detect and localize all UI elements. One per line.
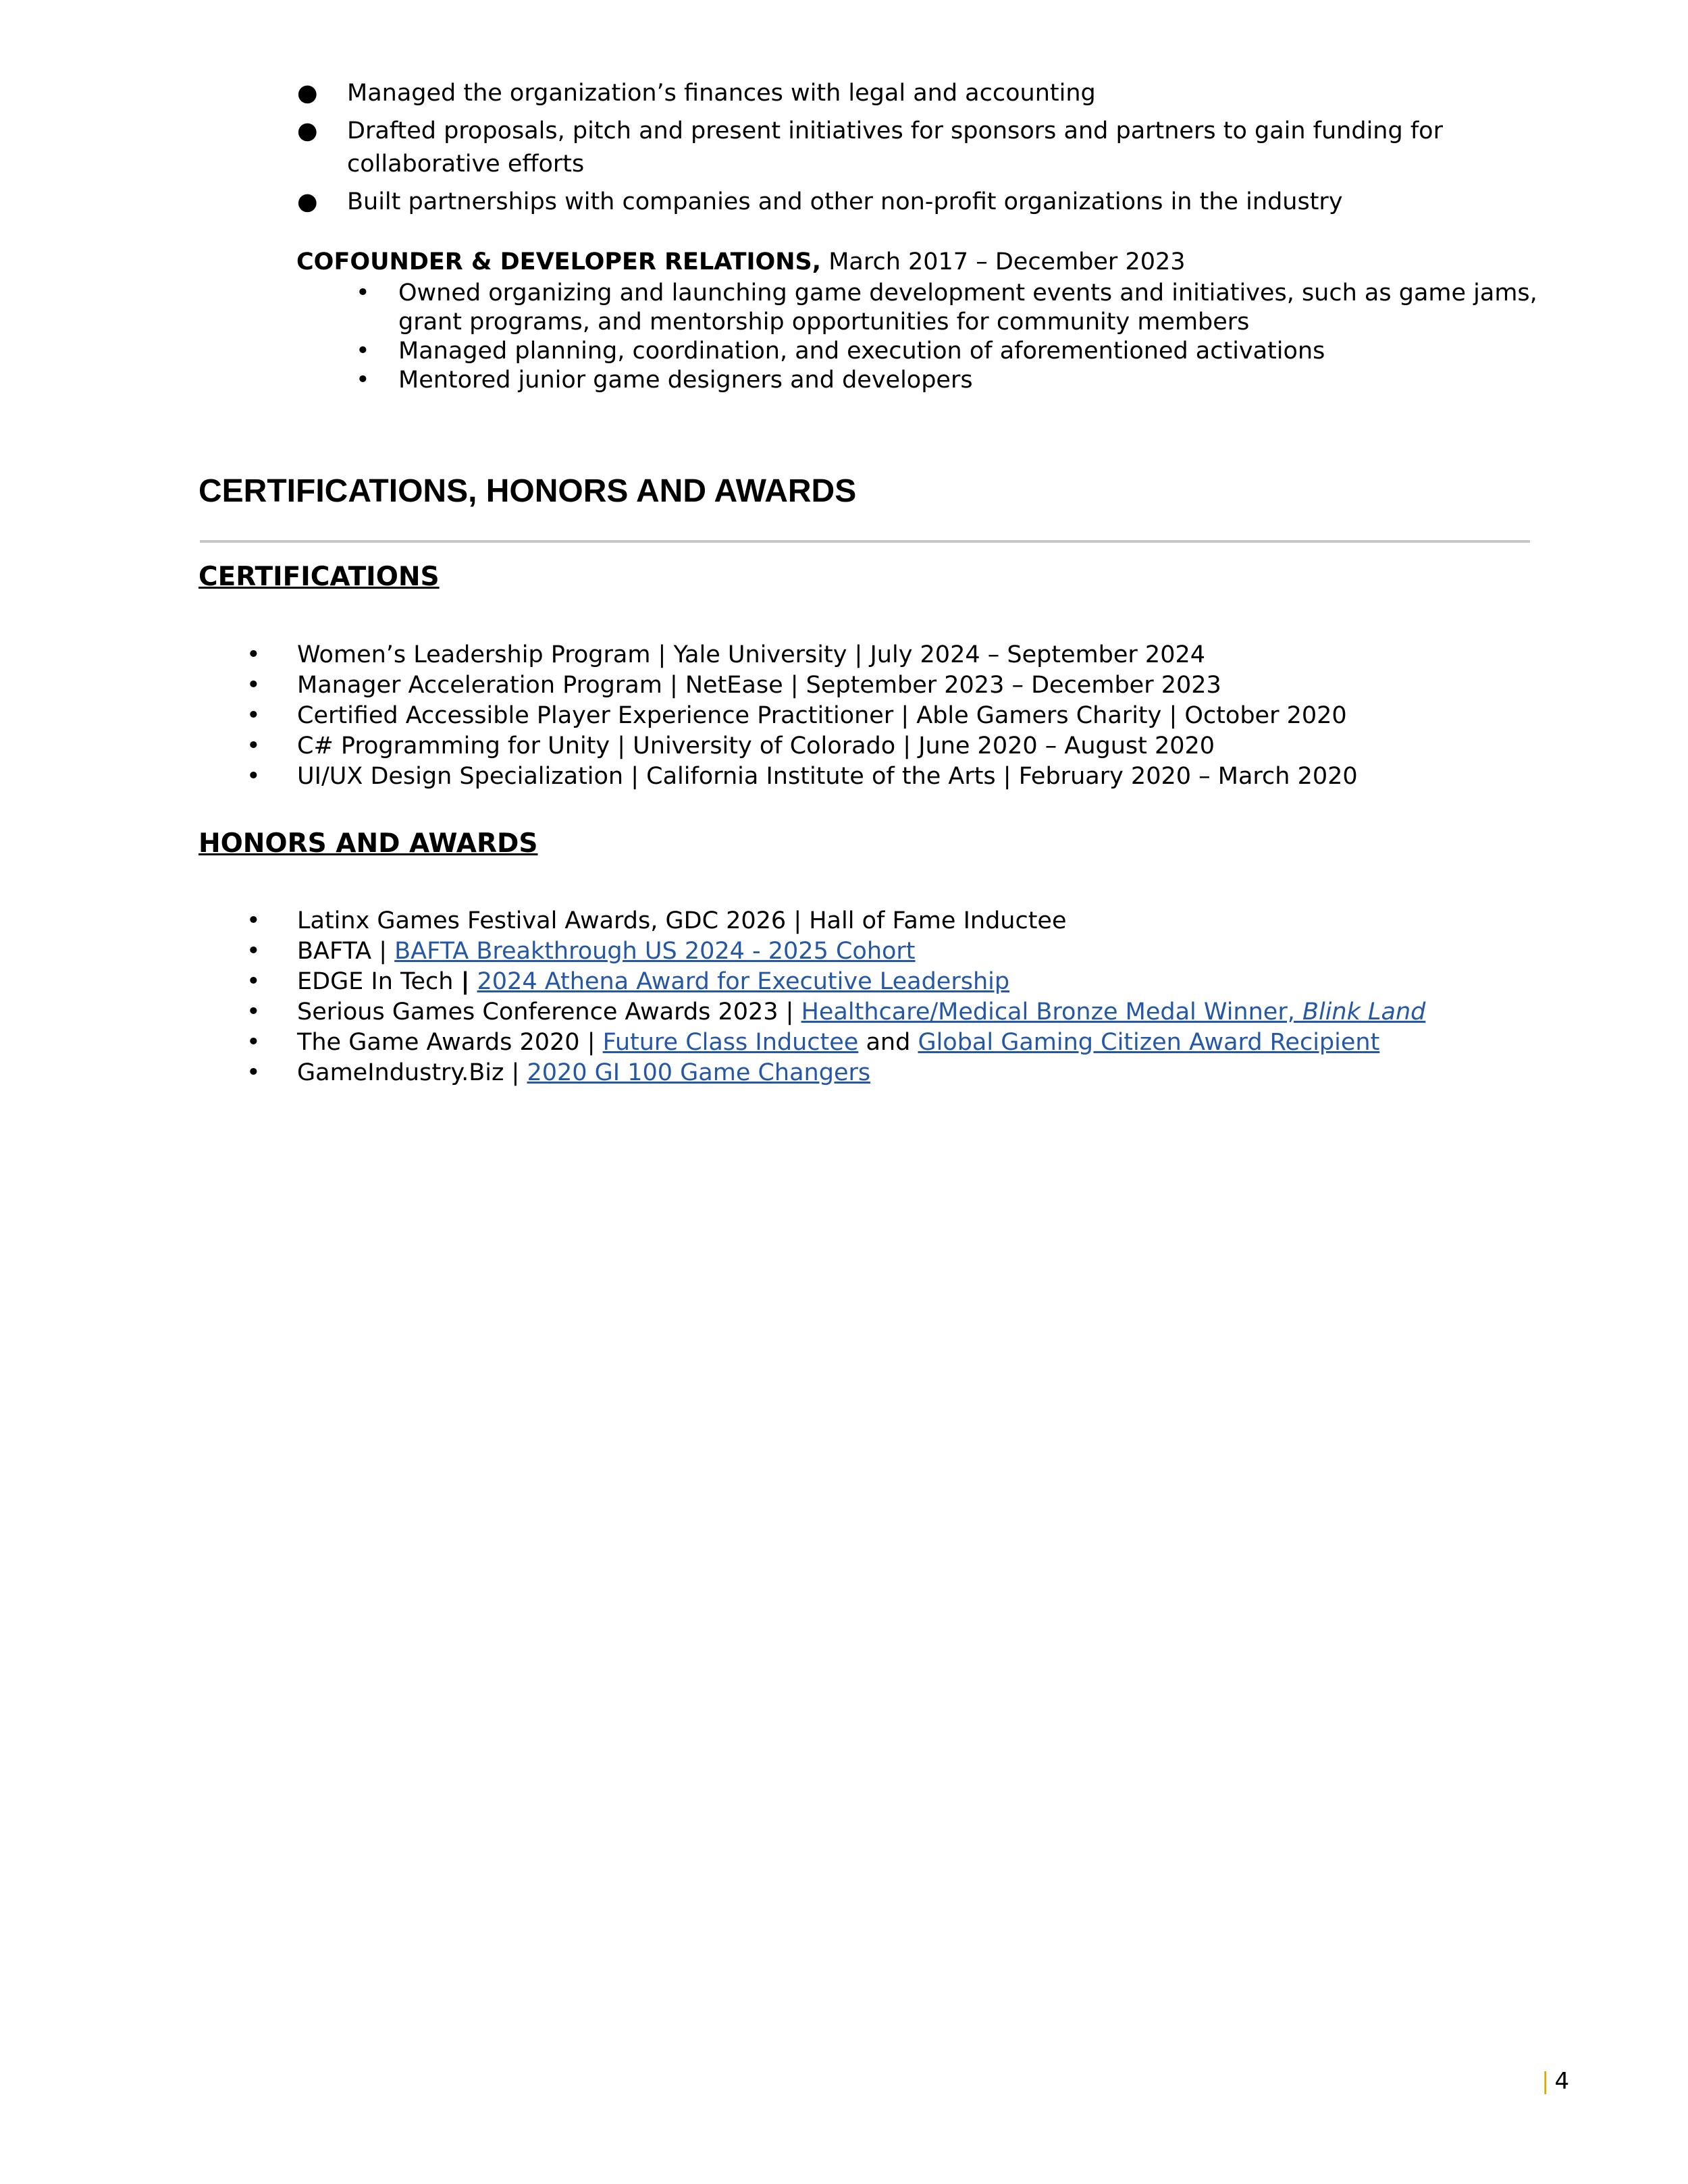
section-title: CERTIFICATIONS, HONORS AND AWARDS [199, 473, 857, 509]
bullet-icon: • [246, 702, 261, 729]
role-dates: March 2017 – December 2023 [821, 248, 1186, 275]
bullet-icon: • [356, 367, 370, 394]
footer-separator: | [1541, 2068, 1550, 2095]
section-divider [200, 540, 1530, 543]
bullet-icon: • [246, 938, 261, 965]
role-header [296, 247, 1186, 277]
list-item: • The Game Awards 2020 | Future Class Inductee and Global Gaming Citizen Award Recipient [297, 1028, 1512, 1058]
list-item: • Latinx Games Festival Awards, GDC 2026 | Hall of Fame Inductee [297, 906, 1512, 936]
bullet-icon: • [246, 1059, 261, 1086]
list-item: • Serious Games Conference Awards 2023 | Healthcare/Medical Bronze Medal Winner, Blink Land [297, 997, 1512, 1028]
bullet-icon: • [356, 338, 370, 365]
bullet-icon: • [246, 907, 261, 934]
list-item: • Mentored junior game designers and developers [356, 367, 973, 394]
list-item: • Managed planning, coordination, and execution of aforementioned activations [356, 338, 1325, 365]
honors-list [246, 906, 1512, 1088]
gi100-link[interactable]: 2020 GI 100 Game Changers [527, 1059, 871, 1086]
list-item: • UI/UX Design Specialization | California Institute of the Arts | February 2020 – March 2020 [297, 762, 1512, 792]
bullet-icon: ● [297, 188, 318, 215]
list-item: • BAFTA | BAFTA Breakthrough US 2024 - 2025 Cohort [297, 936, 1512, 967]
bafta-link[interactable]: BAFTA Breakthrough US 2024 - 2025 Cohort [394, 938, 916, 965]
list-item: ● Drafted proposals, pitch and present initiatives for sponsors and partners to gain funding for collaborative efforts [347, 115, 1562, 181]
list-item: • Women’s Leadership Program | Yale University | July 2024 – September 2024 [297, 640, 1512, 670]
bullet-icon: • [246, 998, 261, 1026]
list-item: ● Managed the organization’s finances with legal and accounting [347, 77, 1562, 110]
bullet-icon: ● [297, 117, 318, 144]
bullet-icon: • [246, 733, 261, 760]
certifications-heading: CERTIFICATIONS [199, 562, 440, 592]
honors-heading: HONORS AND AWARDS [199, 828, 538, 859]
serious-games-award-link[interactable]: Healthcare/Medical Bronze Medal Winner, Blink Land [801, 998, 1426, 1026]
list-item: • Manager Acceleration Program | NetEase | September 2023 – December 2023 [297, 670, 1512, 701]
bullet-icon: • [246, 672, 261, 699]
future-class-link[interactable]: Future Class Inductee [602, 1029, 859, 1056]
bullet-icon: • [246, 763, 261, 790]
bullet-icon: • [246, 641, 261, 668]
certifications-list [246, 640, 1512, 792]
list-item: • Owned organizing and launching game development events and initiatives, such as game jams, grant programs, and mentorship opportunities for community members [356, 279, 1537, 336]
list-item: • EDGE In Tech | 2024 Athena Award for Executive Leadership [297, 967, 1512, 997]
experience-bullet-list [297, 77, 1562, 223]
role-title: COFOUNDER & DEVELOPER RELATIONS, [296, 248, 822, 275]
role-bullet-list [356, 279, 1546, 395]
bullet-icon: ● [297, 80, 318, 107]
athena-award-link[interactable]: 2024 Athena Award for Executive Leadership [477, 968, 1010, 995]
bullet-icon: • [246, 1029, 261, 1056]
bullet-icon: • [246, 968, 261, 995]
page-number-value: 4 [1554, 2068, 1570, 2095]
list-item: • C# Programming for Unity | University of Colorado | June 2020 – August 2020 [297, 731, 1512, 762]
page-number [1541, 2068, 1569, 2095]
list-item: ● Built partnerships with companies and other non-profit organizations in the industry [347, 186, 1562, 219]
list-item: • Certified Accessible Player Experience Practitioner | Able Gamers Charity | October 2020 [297, 701, 1512, 731]
global-gaming-citizen-link[interactable]: Global Gaming Citizen Award Recipient [918, 1029, 1380, 1056]
list-item: • GameIndustry.Biz | 2020 GI 100 Game Changers [297, 1058, 1512, 1088]
bullet-icon: • [356, 279, 370, 307]
